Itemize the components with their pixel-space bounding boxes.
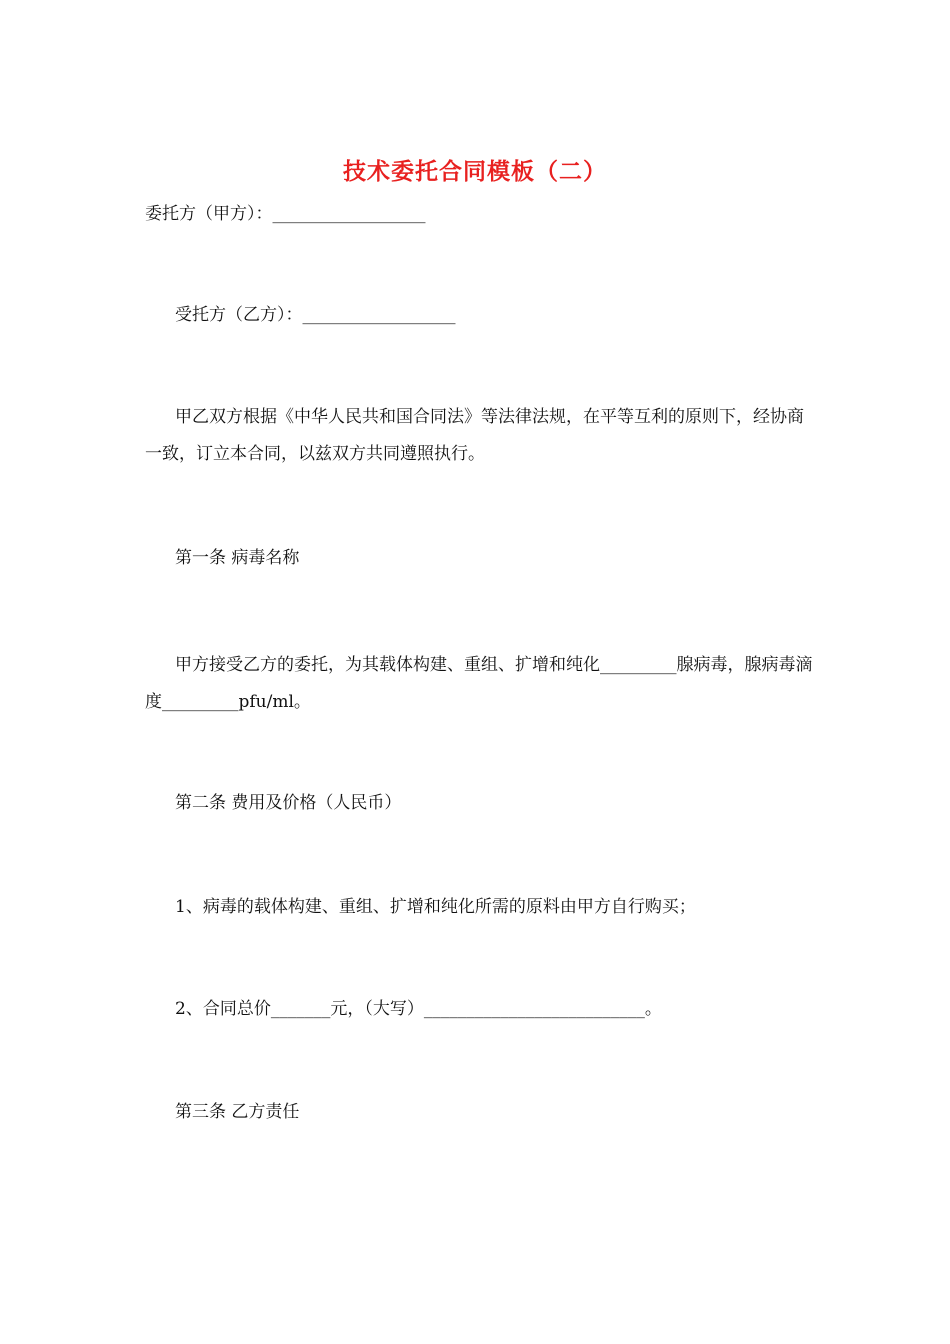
article-2-heading: 第二条 费用及价格（人民币）	[175, 793, 402, 813]
preamble-paragraph: 甲乙双方根据《中华人民共和国合同法》等法律法规，在平等互利的原则下，经协商一致，订立本合同，以兹双方共同遵照执行。	[145, 407, 804, 464]
article-1-body: 甲方接受乙方的委托，为其载体构建、重组、扩增和纯化_________腺病毒，腺病毒滴度_________pfu/ml。	[145, 655, 813, 712]
article-3-heading: 第三条 乙方责任	[175, 1102, 300, 1122]
article-1-heading: 第一条 病毒名称	[175, 548, 300, 568]
party-b-line: 受托方（乙方）：__________________	[175, 305, 456, 325]
document-title: 技术委托合同模板（二）	[343, 159, 607, 185]
article-2-item-2: 2、合同总价_______元，（大写）__________________________。	[175, 999, 662, 1019]
party-a-line: 委托方（甲方）：__________________	[145, 204, 426, 224]
article-2-item-1: 1、病毒的载体构建、重组、扩增和纯化所需的原料由甲方自行购买；	[175, 897, 696, 917]
